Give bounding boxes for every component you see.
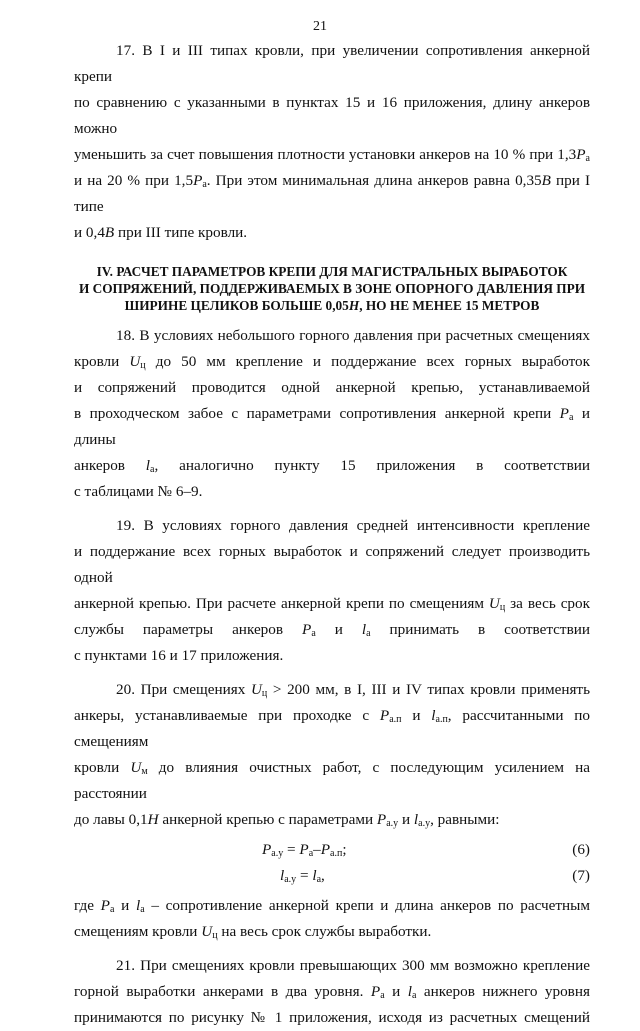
paragraph-20-line-2: анкеры, устанавливаемые при проходке с $P_{а.п}$ и $l_{а.п}$, рассчитанными по смещениям <box>74 707 590 750</box>
paragraph-17-line-1: 17. В I и III типах кровли, при увеличении сопротивления анкерной крепи <box>74 42 590 85</box>
paragraph-21-line-2: горной выработки анкерами в два уровня. $P_а$ и $l_а$ анкеров нижнего уровня <box>74 983 590 1001</box>
paragraph-17-line-5: и 0,4B при III типе кровли. <box>74 224 248 241</box>
paragraph-20-line-3: кровли $U_м$ до влияния очистных работ, с последующим усилением на расстоянии <box>74 759 590 802</box>
equation-6-number: (6) <box>572 841 590 858</box>
section-heading-line-2: И СОПРЯЖЕНИЙ, ПОДДЕРЖИВАЕМЫХ В ЗОНЕ ОПОРНОГО ДАВЛЕНИЯ ПРИ <box>78 281 586 296</box>
document-body <box>74 38 590 1031</box>
paragraph-19-line-3: анкерной крепью. При расчете анкерной крепи по смещениям $U_ц$ за весь срок <box>74 595 590 613</box>
section-heading <box>74 263 590 314</box>
paragraph-18-line-2: кровли $U_ц$ до 50 мм крепление и поддержание всех горных выработок <box>74 353 590 371</box>
paragraph-19-line-4: службы параметры анкеров $P_а$ и $l_а$ принимать в соответствии <box>74 621 590 639</box>
equation-6-formula: $P_{а.у} = P_а-P_{а.п}$; <box>262 841 347 859</box>
paragraph-17-line-4: и на 20 % при $1,5P_а$. При этом минимальная длина анкеров равна 0,35B при I типе <box>74 172 590 215</box>
paragraph-18-line-1: 18. В условиях небольшого горного давления при расчетных смещениях <box>116 327 590 344</box>
paragraph-20-line-4: до лавы 0,1H анкерной крепью с параметрами $P_{а.у}$ и $l_{а.у}$, равными: <box>74 811 500 829</box>
paragraph-21-line-1: 21. При смещениях кровли превышающих 300 мм возможно крепление <box>116 957 590 974</box>
paragraph-18-line-4: в проходческом забое с параметрами сопротивления анкерной крепи $P_а$ и длины <box>74 405 590 448</box>
paragraph-18-line-6: с таблицами № 6–9. <box>74 483 203 500</box>
paragraph-19-line-2: и поддержание всех горных выработок и сопряжений следует производить одной <box>74 543 590 586</box>
paragraph-21-line-3: принимаются по рисунку № 1 приложения, исходя из расчетных смещений <box>74 1009 590 1026</box>
paragraph-19-line-1: 19. В условиях горного давления средней интенсивности крепление <box>116 517 590 534</box>
paragraph-20-after-line-2: смещениям кровли $U_ц$ на весь срок службы выработки. <box>74 923 432 941</box>
section-heading-line-1: IV. РАСЧЕТ ПАРАМЕТРОВ КРЕПИ ДЛЯ МАГИСТРАЛЬНЫХ ВЫРАБОТОК <box>96 264 568 279</box>
paragraph-18-line-5: анкеров $l_а$, аналогично пункту 15 приложения в соответствии <box>74 457 590 475</box>
paragraph-17-line-2: по сравнению с указанными в пунктах 15 и 16 приложения, длину анкеров можно <box>74 94 590 137</box>
equation-7-number: (7) <box>572 867 590 884</box>
paragraph-20-line-1: 20. При смещениях $U_ц > 200$ мм, в I, III и IV типах кровли применять <box>116 681 590 699</box>
equation-6 <box>74 837 590 863</box>
section-heading-line-3: ШИРИНЕ ЦЕЛИКОВ БОЛЬШЕ 0,05H, НО НЕ МЕНЕЕ 15 МЕТРОВ <box>124 298 540 313</box>
equation-7-formula: $l_{а.у} = l_а$, <box>280 867 325 885</box>
paragraph-17-line-3: уменьшить за счет повышения плотности установки анкеров на 10 % при $1,3P_а$ <box>74 146 590 164</box>
page-number: 21 <box>313 19 327 34</box>
paragraph-20-after-line-1: где $P_а$ и $l_а$ – сопротивление анкерной крепи и длина анкеров по расчетным <box>74 897 590 915</box>
equation-7 <box>74 863 590 889</box>
paragraph-18-line-3: и сопряжений проводится одной анкерной крепью, устанавливаемой <box>74 379 590 396</box>
paragraph-19-line-5: с пунктами 16 и 17 приложения. <box>74 647 284 664</box>
